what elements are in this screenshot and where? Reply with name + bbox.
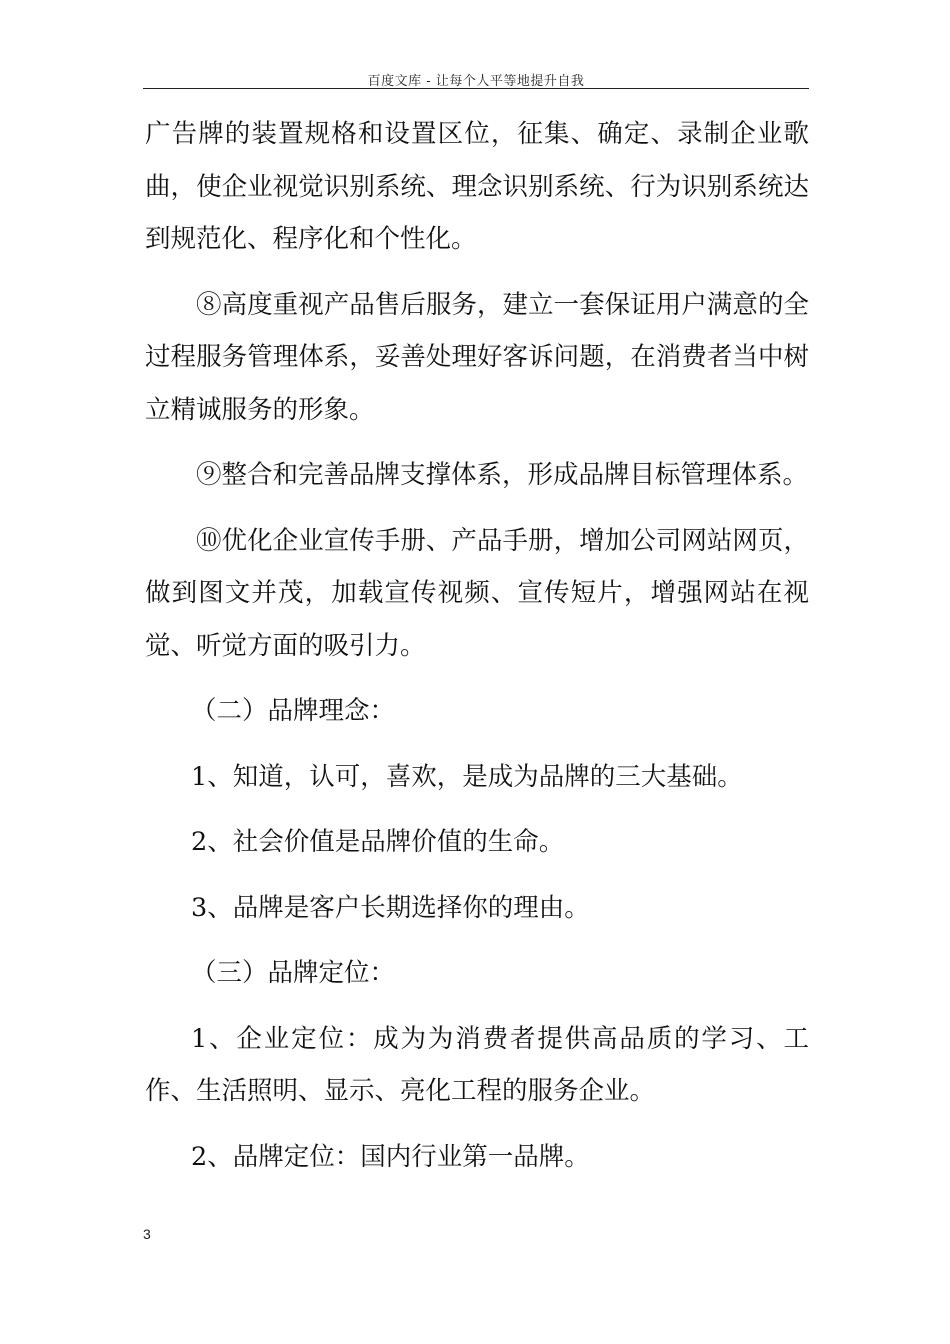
paragraph-item-10-publicity: ⑩优化企业宣传手册、产品手册，增加公司网站网页，做到图文并茂，加载宣传视频、宣传短片，增强网站在视觉、听觉方面的吸引力。	[145, 525, 809, 661]
paragraph-philosophy-3: 3、品牌是客户长期选择你的理由。	[191, 892, 590, 923]
paragraph-philosophy-1: 1、知道，认可，喜欢，是成为品牌的三大基础。	[191, 761, 743, 792]
paragraph-positioning-2: 2、品牌定位：国内行业第一品牌。	[191, 1141, 590, 1172]
page-number: 3	[143, 1226, 151, 1242]
paragraph-item-9-brand-support: ⑨整合和完善品牌支撑体系，形成品牌目标管理体系。	[196, 460, 809, 490]
paragraph-item-8-after-sales: ⑧高度重视产品售后服务，建立一套保证用户满意的全过程服务管理体系，妥善处理好客诉问题，在消费者当中树立精诚服务的形象。	[145, 289, 809, 425]
section-heading-brand-philosophy: （二）品牌理念：	[191, 696, 396, 726]
header-text: 百度文库 - 让每个人平等地提升自我	[367, 74, 585, 89]
document-body	[145, 108, 809, 1183]
paragraph-philosophy-2: 2、社会价值是品牌价值的生命。	[191, 827, 565, 857]
section-heading-brand-positioning: （三）品牌定位：	[191, 958, 396, 988]
paragraph-billboard-continuation: 广告牌的装置规格和设置区位，征集、确定、录制企业歌曲，使企业视觉识别系统、理念识别系统、行为识别系统达到规范化、程序化和个性化。	[145, 119, 809, 254]
page-header	[143, 70, 809, 89]
paragraph-positioning-1: 1、企业定位：成为为消费者提供高品质的学习、工作、生活照明、显示、亮化工程的服务企业。	[145, 1023, 809, 1106]
